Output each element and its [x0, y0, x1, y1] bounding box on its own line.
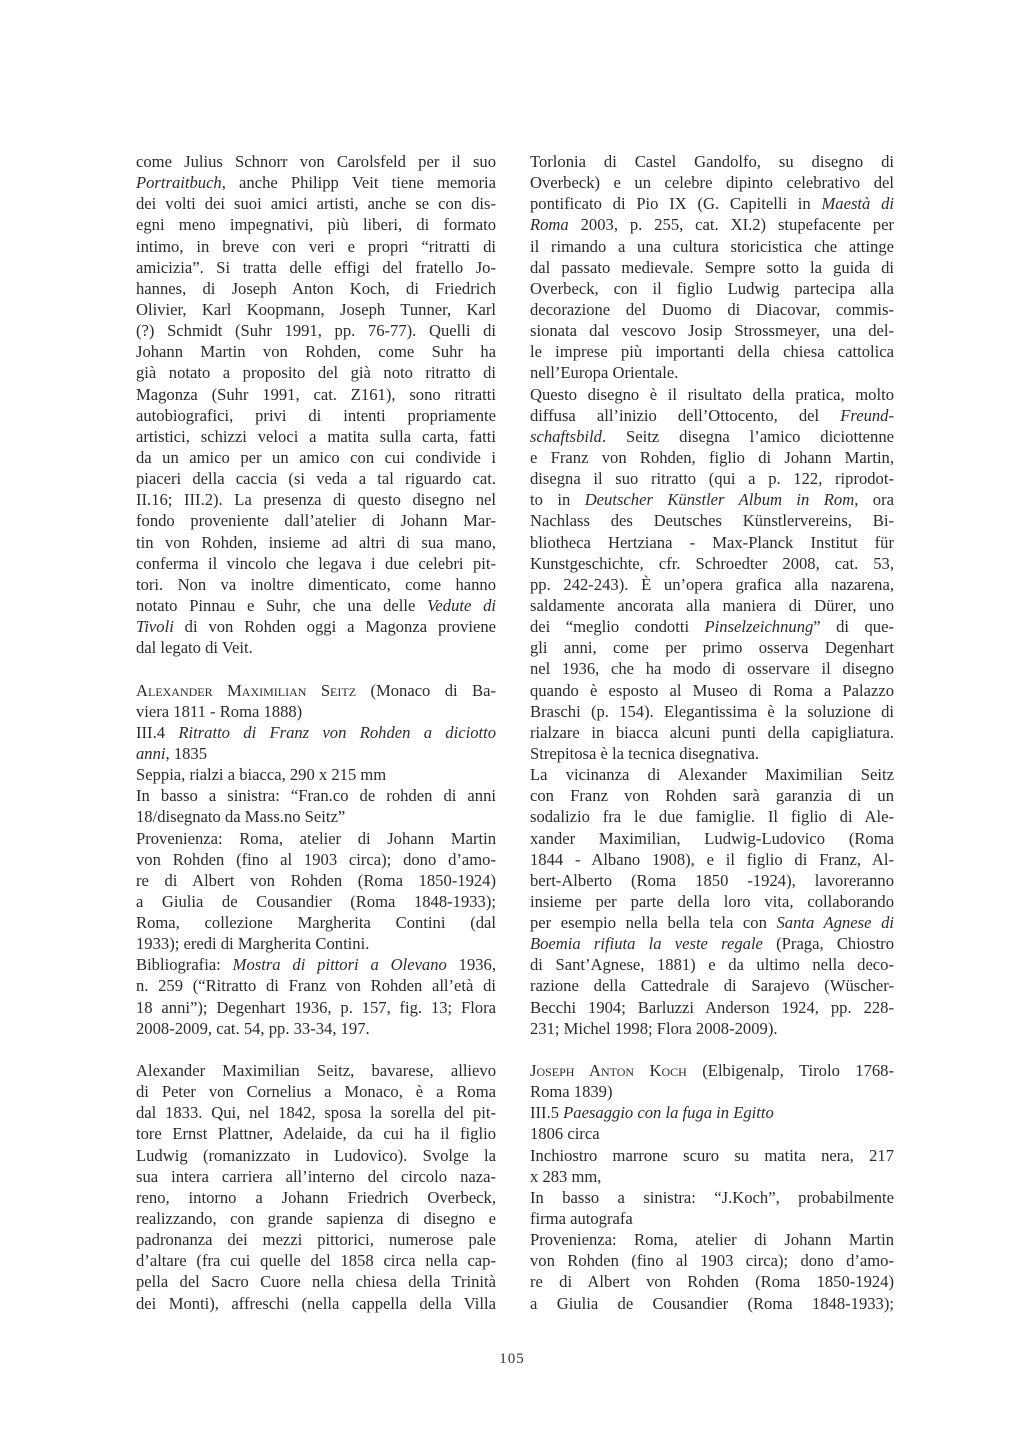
text-line: hannes, di Joseph Anton Koch, di Friedrich	[136, 278, 496, 298]
text-line: Inchiostro marrone scuro su matita nera, 217	[530, 1145, 894, 1165]
text-line	[530, 933, 894, 954]
text-line: Seppia, rialzi a biacca, 290 x 215 mm	[136, 765, 387, 785]
text-run: dei “meglio condotti	[530, 617, 705, 637]
text-line: xander Maximilian, Ludwig-Ludovico (Roma	[530, 828, 894, 848]
text-line: In basso a sinistra: “J.Koch”, probabilmente	[530, 1187, 894, 1207]
paragraph-gap	[530, 1039, 894, 1060]
text-line: Magonza (Suhr 1991, cat. Z161), sono ritratti	[136, 384, 496, 404]
text-line: saldamente ancorata alla maniera di Dürer, uno	[530, 595, 894, 615]
text-line: re di Albert von Rohden (Roma 1850-1924)	[136, 870, 496, 890]
text-line: Kunstgeschichte, cfr. Schroedter 2008, cat. 53,	[530, 553, 894, 573]
text-line: bert-Alberto (Roma 1850 -1924), lavoreranno	[530, 870, 894, 890]
text-run: to in	[530, 490, 585, 510]
text-line	[136, 743, 496, 764]
text-line	[136, 595, 496, 616]
text-line	[136, 616, 496, 637]
text-line: realizzando, con grande sapienza di disegno e	[136, 1209, 496, 1229]
text-line: come Julius Schnorr von Carolsfeld per il suo	[136, 152, 496, 171]
italic-title: Santa Agnese di	[776, 913, 894, 933]
left-column	[136, 151, 496, 1314]
text-line: sodalizio fra le due famiglie. Il figlio di Ale-	[530, 807, 894, 827]
text-line: II.16; III.2). La presenza di questo disegno nel	[136, 490, 496, 510]
text-line: von Rohden (fino al 1903 circa); dono d’amo-	[530, 1251, 894, 1271]
text-line	[530, 1102, 894, 1123]
text-line: Olivier, Karl Koopmann, Joseph Tunner, Karl	[136, 299, 496, 319]
italic-title: Maestà di	[821, 194, 895, 214]
text-line: Braschi (p. 154). Elegantissima è la soluzione di	[530, 701, 894, 721]
italic-title: anni	[136, 743, 166, 763]
text-line: Ludwig (romanizzato in Ludovico). Svolge la	[136, 1145, 496, 1165]
text-line: bliotheca Hertziana - Max-Planck Institut für	[530, 532, 894, 552]
text-line	[530, 426, 894, 447]
text-run: , anche Philipp Veit tiene memoria	[221, 173, 496, 193]
text-line: artistici, schizzi veloci a matita sulla carta, fatti	[136, 426, 496, 446]
italic-title: Tivoli	[136, 617, 174, 637]
text-line: amicizia”. Si tratta delle effigi del fratello Jo-	[136, 257, 496, 277]
text-line: Questo disegno è il risultato della pratica, molto	[530, 384, 894, 404]
text-line: piaceri della caccia (si veda a tal riguardo cat.	[136, 469, 496, 489]
italic-title: Portraitbuch	[136, 173, 222, 193]
text-line: von Rohden (fino al 1903 circa); dono d’amo-	[136, 849, 496, 869]
text-line: Torlonia di Castel Gandolfo, su disegno di	[530, 152, 894, 171]
text-line: egni meno impegnativi, più liberi, di formato	[136, 215, 496, 235]
text-line	[530, 1060, 894, 1081]
text-line: nell’Europa Orientale.	[530, 363, 679, 383]
text-line: intimo, in breve con veri e propri “ritratti di	[136, 236, 496, 256]
text-line	[530, 489, 894, 510]
italic-title: Ritratto di Franz von Rohden a diciotto	[178, 722, 497, 742]
text-line: insieme per parte della loro vita, collaborando	[530, 891, 894, 911]
text-line	[136, 680, 496, 701]
text-line: Roma 1839)	[530, 1082, 613, 1102]
text-run: ” di que-	[813, 617, 894, 637]
text-run: (Elbigenalp, Tirolo 1768-	[686, 1061, 895, 1081]
text-line: 1806 circa	[530, 1124, 600, 1144]
text-line: gli anni, come per primo osserva Degenhart	[530, 638, 894, 658]
text-line: autobiografici, privi di intenti propriamente	[136, 405, 496, 425]
text-line: Strepitosa è la tecnica disegnativa.	[530, 743, 759, 763]
text-line	[530, 214, 894, 235]
text-line: d’altare (fra cui quelle del 1858 circa nella cap-	[136, 1251, 496, 1271]
text-line: Overbeck, con il figlio Ludwig partecipa alla	[530, 278, 894, 298]
text-line: a Giulia de Cousandier (Roma 1848-1933);	[136, 891, 496, 911]
text-run: III.4	[136, 722, 179, 742]
text-line: 231; Michel 1998; Flora 2008-2009).	[530, 1018, 778, 1038]
text-run: , ora	[854, 490, 894, 510]
text-line: sionata dal vescovo Josip Strossmeyer, una del-	[530, 321, 894, 341]
italic-title: Freund-	[840, 405, 894, 425]
text-line: conferma il vincolo che legava i due celebri pit-	[136, 553, 496, 573]
right-column	[530, 151, 894, 1314]
text-line	[136, 722, 496, 743]
text-line: da un amico per un amico con cui condivide i	[136, 447, 496, 467]
text-line: e Franz von Rohden, figlio di Johann Martin,	[530, 447, 894, 467]
text-line: (?) Schmidt (Suhr 1991, pp. 76-77). Quelli di	[136, 321, 496, 341]
text-line: dei volti dei suoi amici artisti, anche se con dis-	[136, 194, 496, 214]
text-line: le imprese più importanti della chiesa cattolica	[530, 342, 894, 362]
text-line: 18/disegnato da Mass.no Seitz”	[136, 807, 346, 827]
text-run: . Seitz disegna l’amico diciottenne	[601, 426, 894, 446]
text-line: 1933); eredi di Margherita Contini.	[136, 934, 370, 954]
text-line	[530, 405, 894, 426]
text-line	[136, 954, 496, 975]
text-line: Roma, collezione Margherita Contini (dal	[136, 913, 496, 933]
text-line: Provenienza: Roma, atelier di Johann Martin	[530, 1230, 894, 1250]
text-line: Overbeck) e un celebre dipinto celebrativo del	[530, 173, 894, 193]
text-line: tori. Non va inoltre dimenticato, come hanno	[136, 574, 496, 594]
text-line: decorazione del Duomo di Diacovar, commis-	[530, 299, 894, 319]
text-line: pp. 242-243). È un’opera grafica alla nazarena,	[530, 574, 894, 594]
text-line: dal 1833. Qui, nel 1842, sposa la sorella del pit-	[136, 1103, 496, 1123]
text-line: razione della Cattedrale di Sarajevo (Wüscher-	[530, 976, 894, 996]
text-run: Bibliografia:	[136, 955, 233, 975]
text-line: 1844 - Albano 1908), e il figlio di Franz, Al-	[530, 849, 894, 869]
text-line: con Franz von Rohden sarà garanzia di un	[530, 786, 894, 806]
text-line: quando è esposto al Museo di Roma a Palazzo	[530, 680, 894, 700]
text-line: a Giulia de Cousandier (Roma 1848-1933);	[530, 1293, 894, 1313]
italic-title: Paesaggio con la fuga in Egitto	[563, 1103, 774, 1123]
text-line: Provenienza: Roma, atelier di Johann Martin	[136, 828, 496, 848]
text-line	[530, 616, 894, 637]
text-line: tore Ernst Plattner, Adelaide, da cui ha il figlio	[136, 1124, 496, 1144]
italic-title: Deutscher Künstler Album in Rom	[584, 490, 855, 510]
italic-title: Roma	[530, 215, 569, 235]
text-line: dei Monti), affreschi (nella cappella della Villa	[136, 1293, 496, 1313]
text-line: dal passato medievale. Sempre sotto la guida di	[530, 257, 894, 277]
text-line	[136, 172, 496, 193]
text-line: il rimando a una cultura storicistica che attinge	[530, 236, 894, 256]
text-line: reno, intorno a Johann Friedrich Overbeck,	[136, 1187, 496, 1207]
text-run: notato Pinnau e Suhr, che una delle	[136, 595, 428, 615]
text-run: 1936,	[446, 955, 496, 975]
text-run: (Praga, Chiostro	[762, 934, 895, 954]
text-line: firma autografa	[530, 1209, 633, 1229]
text-line	[530, 912, 894, 933]
italic-title: Mostra di pittori a Olevano	[232, 955, 447, 975]
text-line: La vicinanza di Alexander Maximilian Seitz	[530, 765, 894, 785]
text-line: di Sant’Agnese, 1881) e da ultimo nella deco-	[530, 955, 894, 975]
italic-title: schaftsbild	[530, 426, 602, 446]
italic-title: Boemia rifiuta la veste regale	[530, 934, 763, 954]
italic-title: Pinselzeichnung	[704, 617, 814, 637]
text-run: di von Rohden oggi a Magonza proviene	[173, 617, 496, 637]
text-line: dal legato di Veit.	[136, 638, 253, 658]
text-line: Alexander Maximilian Seitz, bavarese, allievo	[136, 1061, 496, 1081]
text-line: tin von Rohden, insieme ad altri di sua mano,	[136, 532, 496, 552]
text-line: Nachlass des Deutsches Künstlervereins, Bi-	[530, 511, 894, 531]
text-line: n. 259 (“Ritratto di Franz von Rohden all’età di	[136, 976, 496, 996]
text-run: , 1835	[165, 743, 207, 763]
text-run: (Monaco di Ba-	[356, 680, 497, 700]
page-number: 105	[499, 1351, 525, 1367]
text-run: pontificato di Pio IX (G. Capitelli in	[530, 194, 822, 214]
text-line: 2008-2009, cat. 54, pp. 33-34, 197.	[136, 1018, 370, 1038]
artist-name: Joseph Anton Koch	[530, 1061, 687, 1081]
text-line: padronanza dei mezzi pittorici, numerose pale	[136, 1230, 496, 1250]
text-line: In basso a sinistra: “Fran.co de rohden di anni	[136, 786, 496, 806]
text-run: per esempio nella bella tela con	[530, 913, 777, 933]
text-line: x 283 mm,	[530, 1166, 602, 1186]
paragraph-gap	[136, 1039, 496, 1060]
text-line	[530, 193, 894, 214]
text-run: III.5	[530, 1103, 564, 1123]
text-line: Johann Martin von Rohden, come Suhr ha	[136, 342, 496, 362]
text-line: nel 1936, che ha modo di osservare il disegno	[530, 659, 894, 679]
text-line: sua intera carriera all’interno del circolo naza-	[136, 1166, 496, 1186]
text-line: disegna il suo ritratto (qui a p. 122, riprodot-	[530, 469, 894, 489]
text-line: già notato a proposito del già noto ritratto di	[136, 363, 496, 383]
text-line: di Peter von Cornelius a Monaco, è a Roma	[136, 1082, 496, 1102]
text-line: Becchi 1904; Barluzzi Anderson 1924, pp. 228-	[530, 997, 894, 1017]
text-line: rialzare in biacca alcuni punti della capigliatura.	[530, 722, 894, 742]
text-line: pella del Sacro Cuore nella chiesa della Trinità	[136, 1272, 496, 1292]
italic-title: Vedute di	[427, 595, 496, 615]
paragraph-gap	[136, 658, 496, 679]
text-line: re di Albert von Rohden (Roma 1850-1924)	[530, 1272, 894, 1292]
text-line: viera 1811 - Roma 1888)	[136, 701, 303, 721]
artist-name: Alexander Maximilian Seitz	[136, 680, 357, 700]
text-line: 18 anni”); Degenhart 1936, p. 157, fig. 13; Flora	[136, 997, 496, 1017]
text-run: diffusa all’inizio dell’Ottocento, del	[530, 405, 841, 425]
text-line: fondo proveniente dall’atelier di Johann Mar-	[136, 511, 496, 531]
text-run: 2003, p. 255, cat. XI.2) stupefacente per	[568, 215, 894, 235]
